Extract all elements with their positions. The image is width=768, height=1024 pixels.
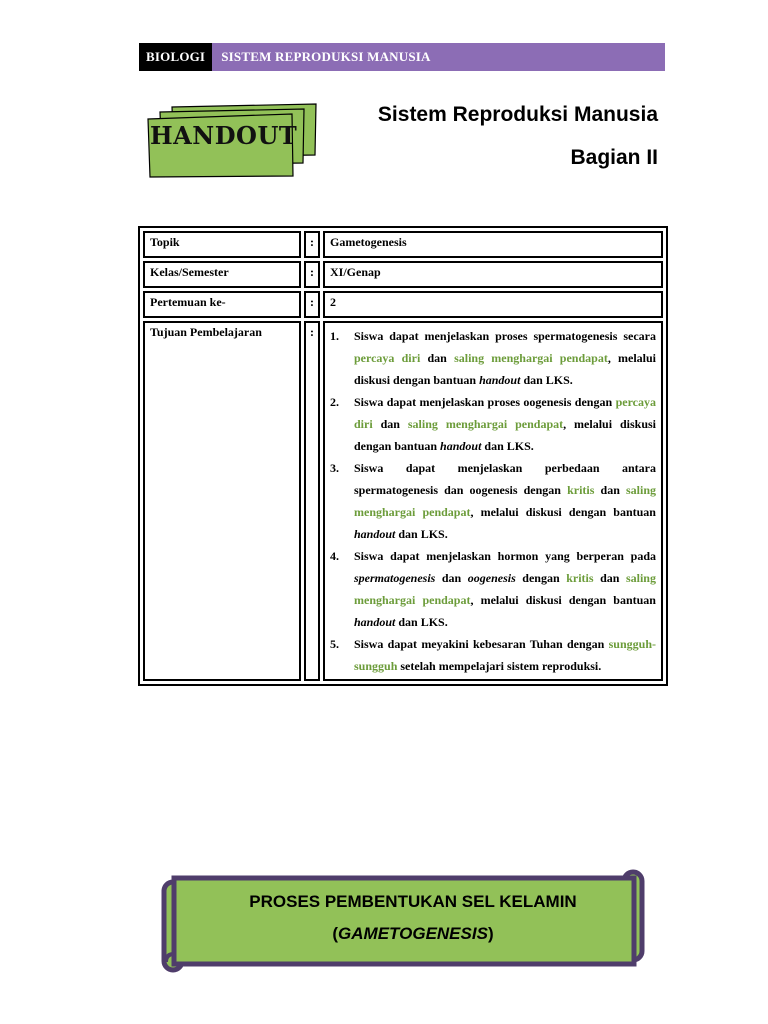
goal-text: setelah mempelajari sistem reproduksi. [397,659,602,673]
goal-text: handout [479,373,521,387]
goal-text: dan LKS. [520,373,573,387]
banner-close-paren: ) [487,924,494,943]
info-table [138,226,668,686]
banner-open-paren: ( [332,924,339,943]
goals-list [330,325,656,677]
goal-text: dan [435,571,468,585]
goal-item [330,325,656,391]
goal-text: handout [440,439,482,453]
goal-text: , melalui diskusi dengan bantuan [470,505,656,519]
goal-text: saling menghargai pendapat [454,351,608,365]
goal-text: Siswa dapat menjelaskan proses spermatogenesis secara [354,329,656,343]
banner-term: GAMETOGENESIS [338,924,488,943]
table-row [143,291,663,318]
banner-title: PROSES PEMBENTUKAN SEL KELAMIN [249,892,577,911]
goal-text: Siswa dapat menjelaskan perbedaan antara spermatogenesis dan oogenesis dengan [354,461,656,497]
goal-text: dan [420,351,455,365]
handout-label: HANDOUT [150,121,298,150]
goal-number: 3. [330,461,339,475]
meeting-separator: : [304,291,320,318]
topic-label: Topik [143,231,301,258]
table-row [143,321,663,681]
table-row [143,231,663,258]
meeting-value: 2 [323,291,663,318]
banner-scroll-shape [160,866,646,976]
class-separator: : [304,261,320,288]
goal-text: sungguh-sungguh [354,637,656,673]
topic-value: Gametogenesis [323,231,663,258]
goal-text: spermatogenesis [354,571,436,585]
goal-text: , melalui diskusi dengan bantuan [470,593,656,607]
goal-text: Siswa dapat menjelaskan proses oogenesis dengan [354,395,616,409]
class-value: XI/Genap [323,261,663,288]
table-row [143,261,663,288]
goal-text: saling menghargai pendapat [407,417,564,431]
goal-item [330,545,656,633]
goal-text: , melalui diskusi dengan bantuan [354,351,657,387]
goal-text: dan LKS. [481,439,534,453]
goal-text: dan LKS. [395,527,448,541]
goal-number: 1. [330,329,339,343]
goal-text: saling menghargai pendapat [354,571,656,607]
section-banner [160,866,646,976]
goal-text: handout [354,615,396,629]
goals-separator: : [304,321,320,681]
goal-text: dan [594,483,626,497]
goal-text: dan [372,417,408,431]
goal-text: saling menghargai pendapat [354,483,656,519]
goals-cell [323,321,663,681]
header-band [139,43,665,71]
goal-text: dengan [515,571,567,585]
goal-text: kritis [567,483,595,497]
subject-label: BIOLOGI [139,43,212,71]
banner-subtitle [180,924,646,944]
goal-item [330,391,656,457]
goal-item [330,457,656,545]
goals-label: Tujuan Pembelajaran [143,321,301,681]
goal-text: Siswa dapat menjelaskan hormon yang berperan pada [354,549,656,563]
goal-text: percaya diri [354,351,421,365]
goal-text: dan LKS. [395,615,448,629]
document-title: Sistem Reproduksi Manusia [377,103,658,126]
goal-item [330,633,656,677]
document-part: Bagian II [570,146,658,169]
header-title: SISTEM REPRODUKSI MANUSIA [212,43,665,71]
goal-text: dan [593,571,626,585]
goal-number: 5. [330,637,339,651]
goal-text: handout [354,527,396,541]
goal-text: , melalui diskusi dengan bantuan [354,417,656,453]
goal-number: 2. [330,395,339,409]
handout-badge [146,103,321,181]
goal-text: oogenesis [467,571,516,585]
meeting-label: Pertemuan ke- [143,291,301,318]
goal-text: Siswa dapat meyakini kebesaran Tuhan dengan [354,637,609,651]
goal-number: 4. [330,549,339,563]
topic-separator: : [304,231,320,258]
goal-text: kritis [566,571,594,585]
goal-text: percaya diri [354,395,656,431]
class-label: Kelas/Semester [143,261,301,288]
